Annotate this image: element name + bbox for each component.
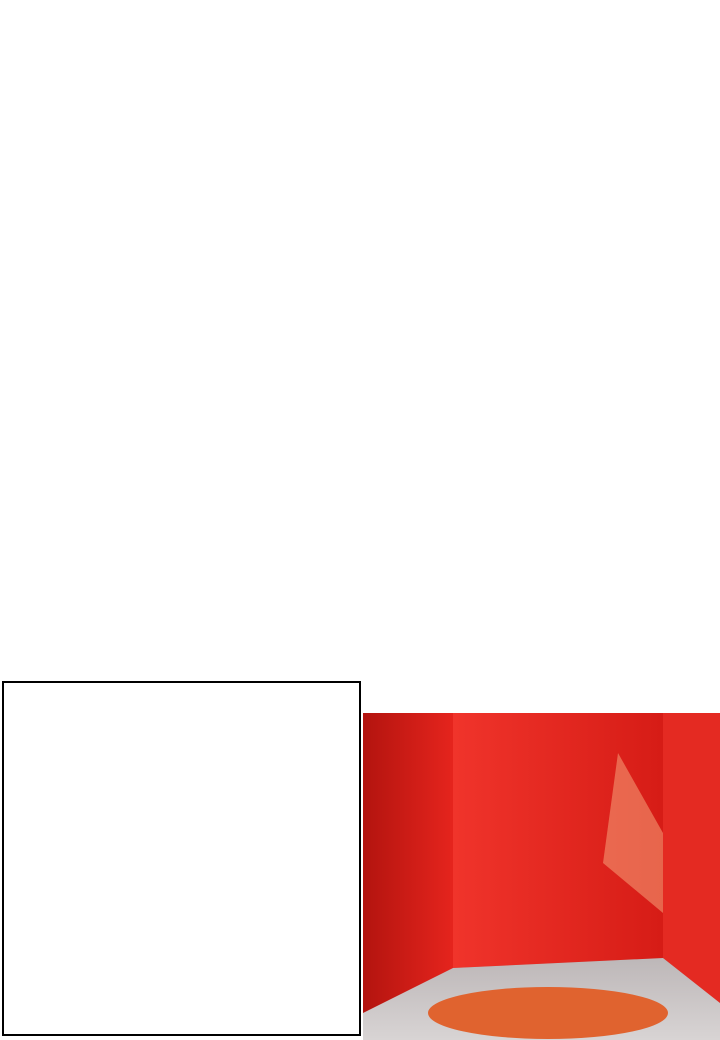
floor-opening	[428, 987, 668, 1039]
left-wall	[363, 713, 453, 1013]
spiral-stair-photo	[363, 713, 720, 1040]
typical-set-description	[2, 681, 361, 1036]
right-wall	[663, 713, 720, 1003]
stair-plan-diagrams	[0, 440, 720, 660]
